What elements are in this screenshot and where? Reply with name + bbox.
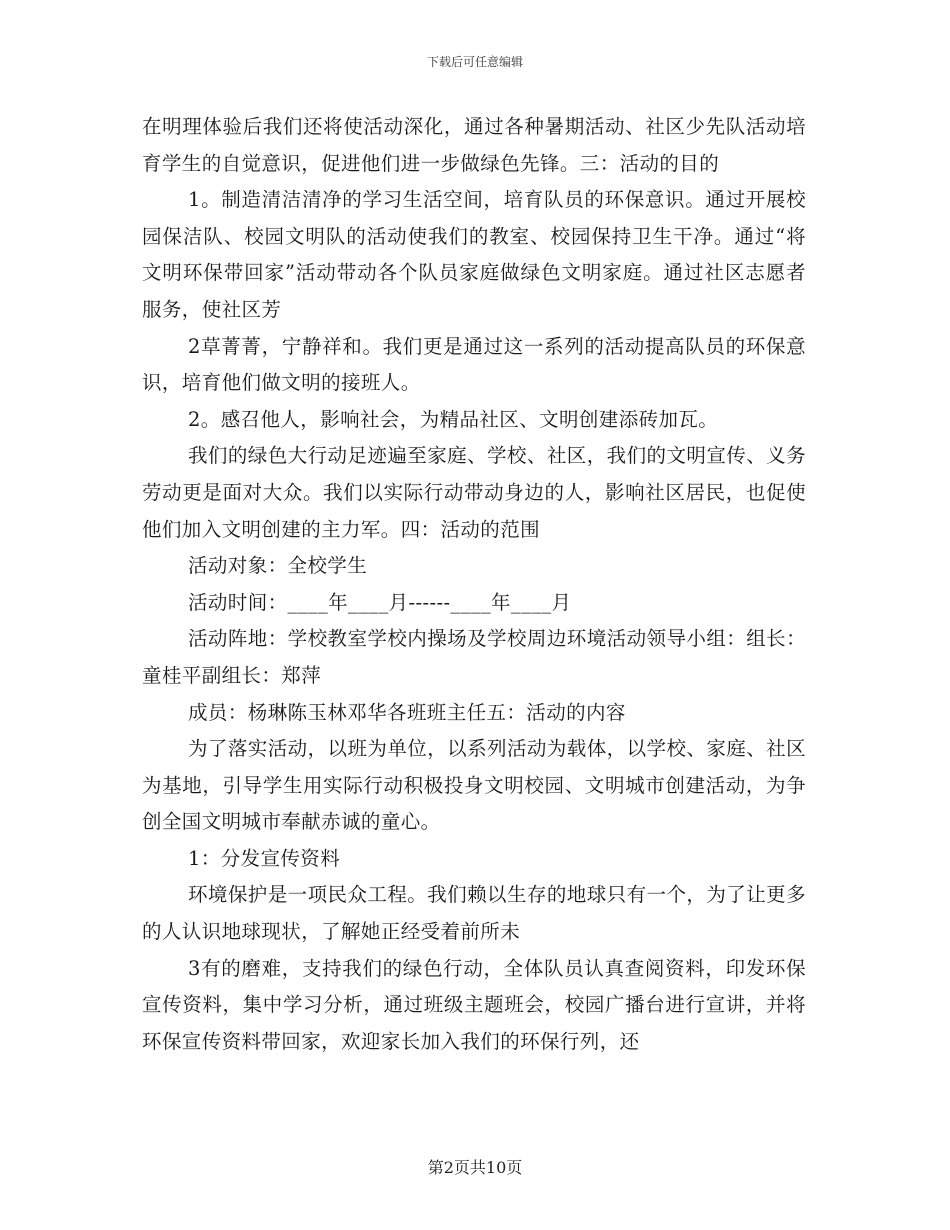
paragraph-8: 活动阵地：学校教室学校内操场及学校周边环境活动领导小组：组长：童桂平副组长：郑萍 [142,627,806,687]
paragraph-11: 1：分发宣传资料 [188,846,341,870]
document-body [142,109,806,1060]
page-number: 第2页共10页 [427,1158,523,1177]
paragraph-10: 为了落实活动，以班为单位，以系列活动为载体，以学校、家庭、社区为基地，引导学生用实际行动积极投身文明校园、文明城市创建活动，为争创全国文明城市奉献赤诚的童心。 [142,737,806,834]
paragraph-3: 2草菁菁，宁静祥和。我们更是通过这一系列的活动提高队员的环保意识，培育他们做文明的接班人。 [142,334,806,395]
paragraph-13: 3有的磨难，支持我们的绿色行动，全体队员认真查阅资料，印发环保宣传资料，集中学习分析，通过班级主题班会，校园广播台进行宣讲，并将环保宣传资料带回家，欢迎家长加入我们的环保行列，还 [142,956,806,1053]
paragraph-2: 1。制造清洁清净的学习生活空间，培育队员的环保意识。通过开展校园保洁队、校园文明队的活动使我们的教室、校园保持卫生干净。通过“将文明环保带回家”活动带动各个队员家庭做绿色文明家庭。通过社区志愿者服务，使社区芳 [142,188,806,321]
paragraph-1: 在明理体验后我们还将使活动深化，通过各种暑期活动、社区少先队活动培育学生的自觉意识，促进他们进一步做绿色先锋。三：活动的目的 [142,115,806,175]
header-note: 下载后可任意编辑 [426,55,523,69]
paragraph-6: 活动对象：全校学生 [188,554,368,578]
paragraph-9: 成员：杨琳陈玉林邓华各班班主任五：活动的内容 [188,700,626,724]
paragraph-7: 活动时间：____年____月------____年____月 [188,590,572,614]
paragraph-4: 2。感召他人，影响社会，为精品社区、文明创建添砖加瓦。 [188,407,719,431]
paragraph-5: 我们的绿色大行动足迹遍至家庭、学校、社区，我们的文明宣传、义务劳动更是面对大众。我们以实际行动带动身边的人，影响社区居民，也促使他们加入文明创建的主力军。四：活动的范围 [142,444,806,541]
paragraph-12: 环境保护是一项民众工程。我们赖以生存的地球只有一个，为了让更多的人认识地球现状，了解她正经受着前所未 [142,883,806,944]
